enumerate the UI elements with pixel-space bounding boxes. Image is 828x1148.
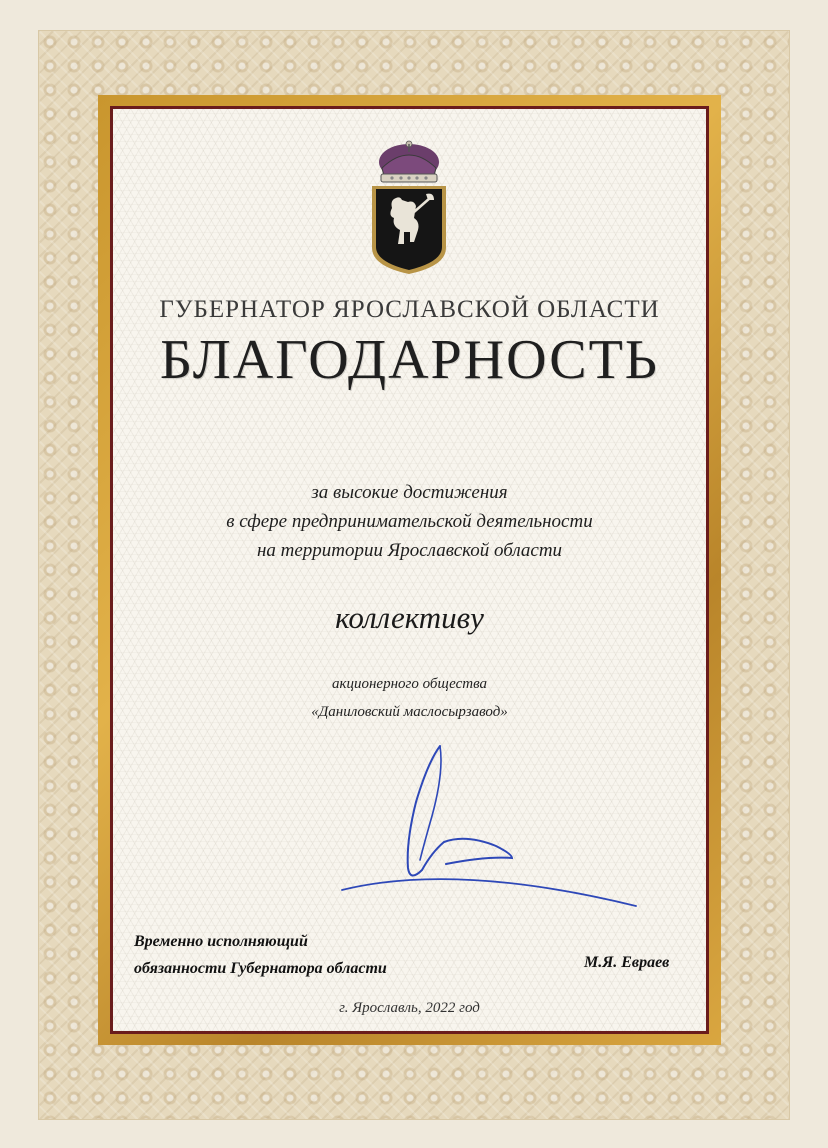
handwritten-signature <box>336 742 646 912</box>
award-reason <box>113 478 706 565</box>
organization-line: акционерного общества <box>331 676 488 692</box>
organization-line: «Даниловский маслосырзавод» <box>311 704 508 720</box>
signer-position-line: Временно исполняющий <box>134 933 308 950</box>
signer-position-line: обязанности Губернатора области <box>134 960 387 977</box>
coat-of-arms-icon <box>364 138 454 278</box>
signer-position <box>134 928 387 982</box>
organization-name <box>113 670 706 726</box>
issuer-heading: ГУБЕРНАТОР ЯРОСЛАВСКОЙ ОБЛАСТИ <box>159 296 660 323</box>
certificate-title: БЛАГОДАРНОСТЬ <box>160 329 659 391</box>
reason-line: в сфере предпринимательской деятельности <box>226 511 593 532</box>
reason-line: на территории Ярославской области <box>256 540 563 561</box>
reason-line: за высокие достижения <box>311 482 508 503</box>
recipient: коллективу <box>335 600 484 635</box>
signer-name: М.Я. Евраев <box>584 954 670 971</box>
place-and-year: г. Ярославль, 2022 год <box>339 1000 480 1016</box>
